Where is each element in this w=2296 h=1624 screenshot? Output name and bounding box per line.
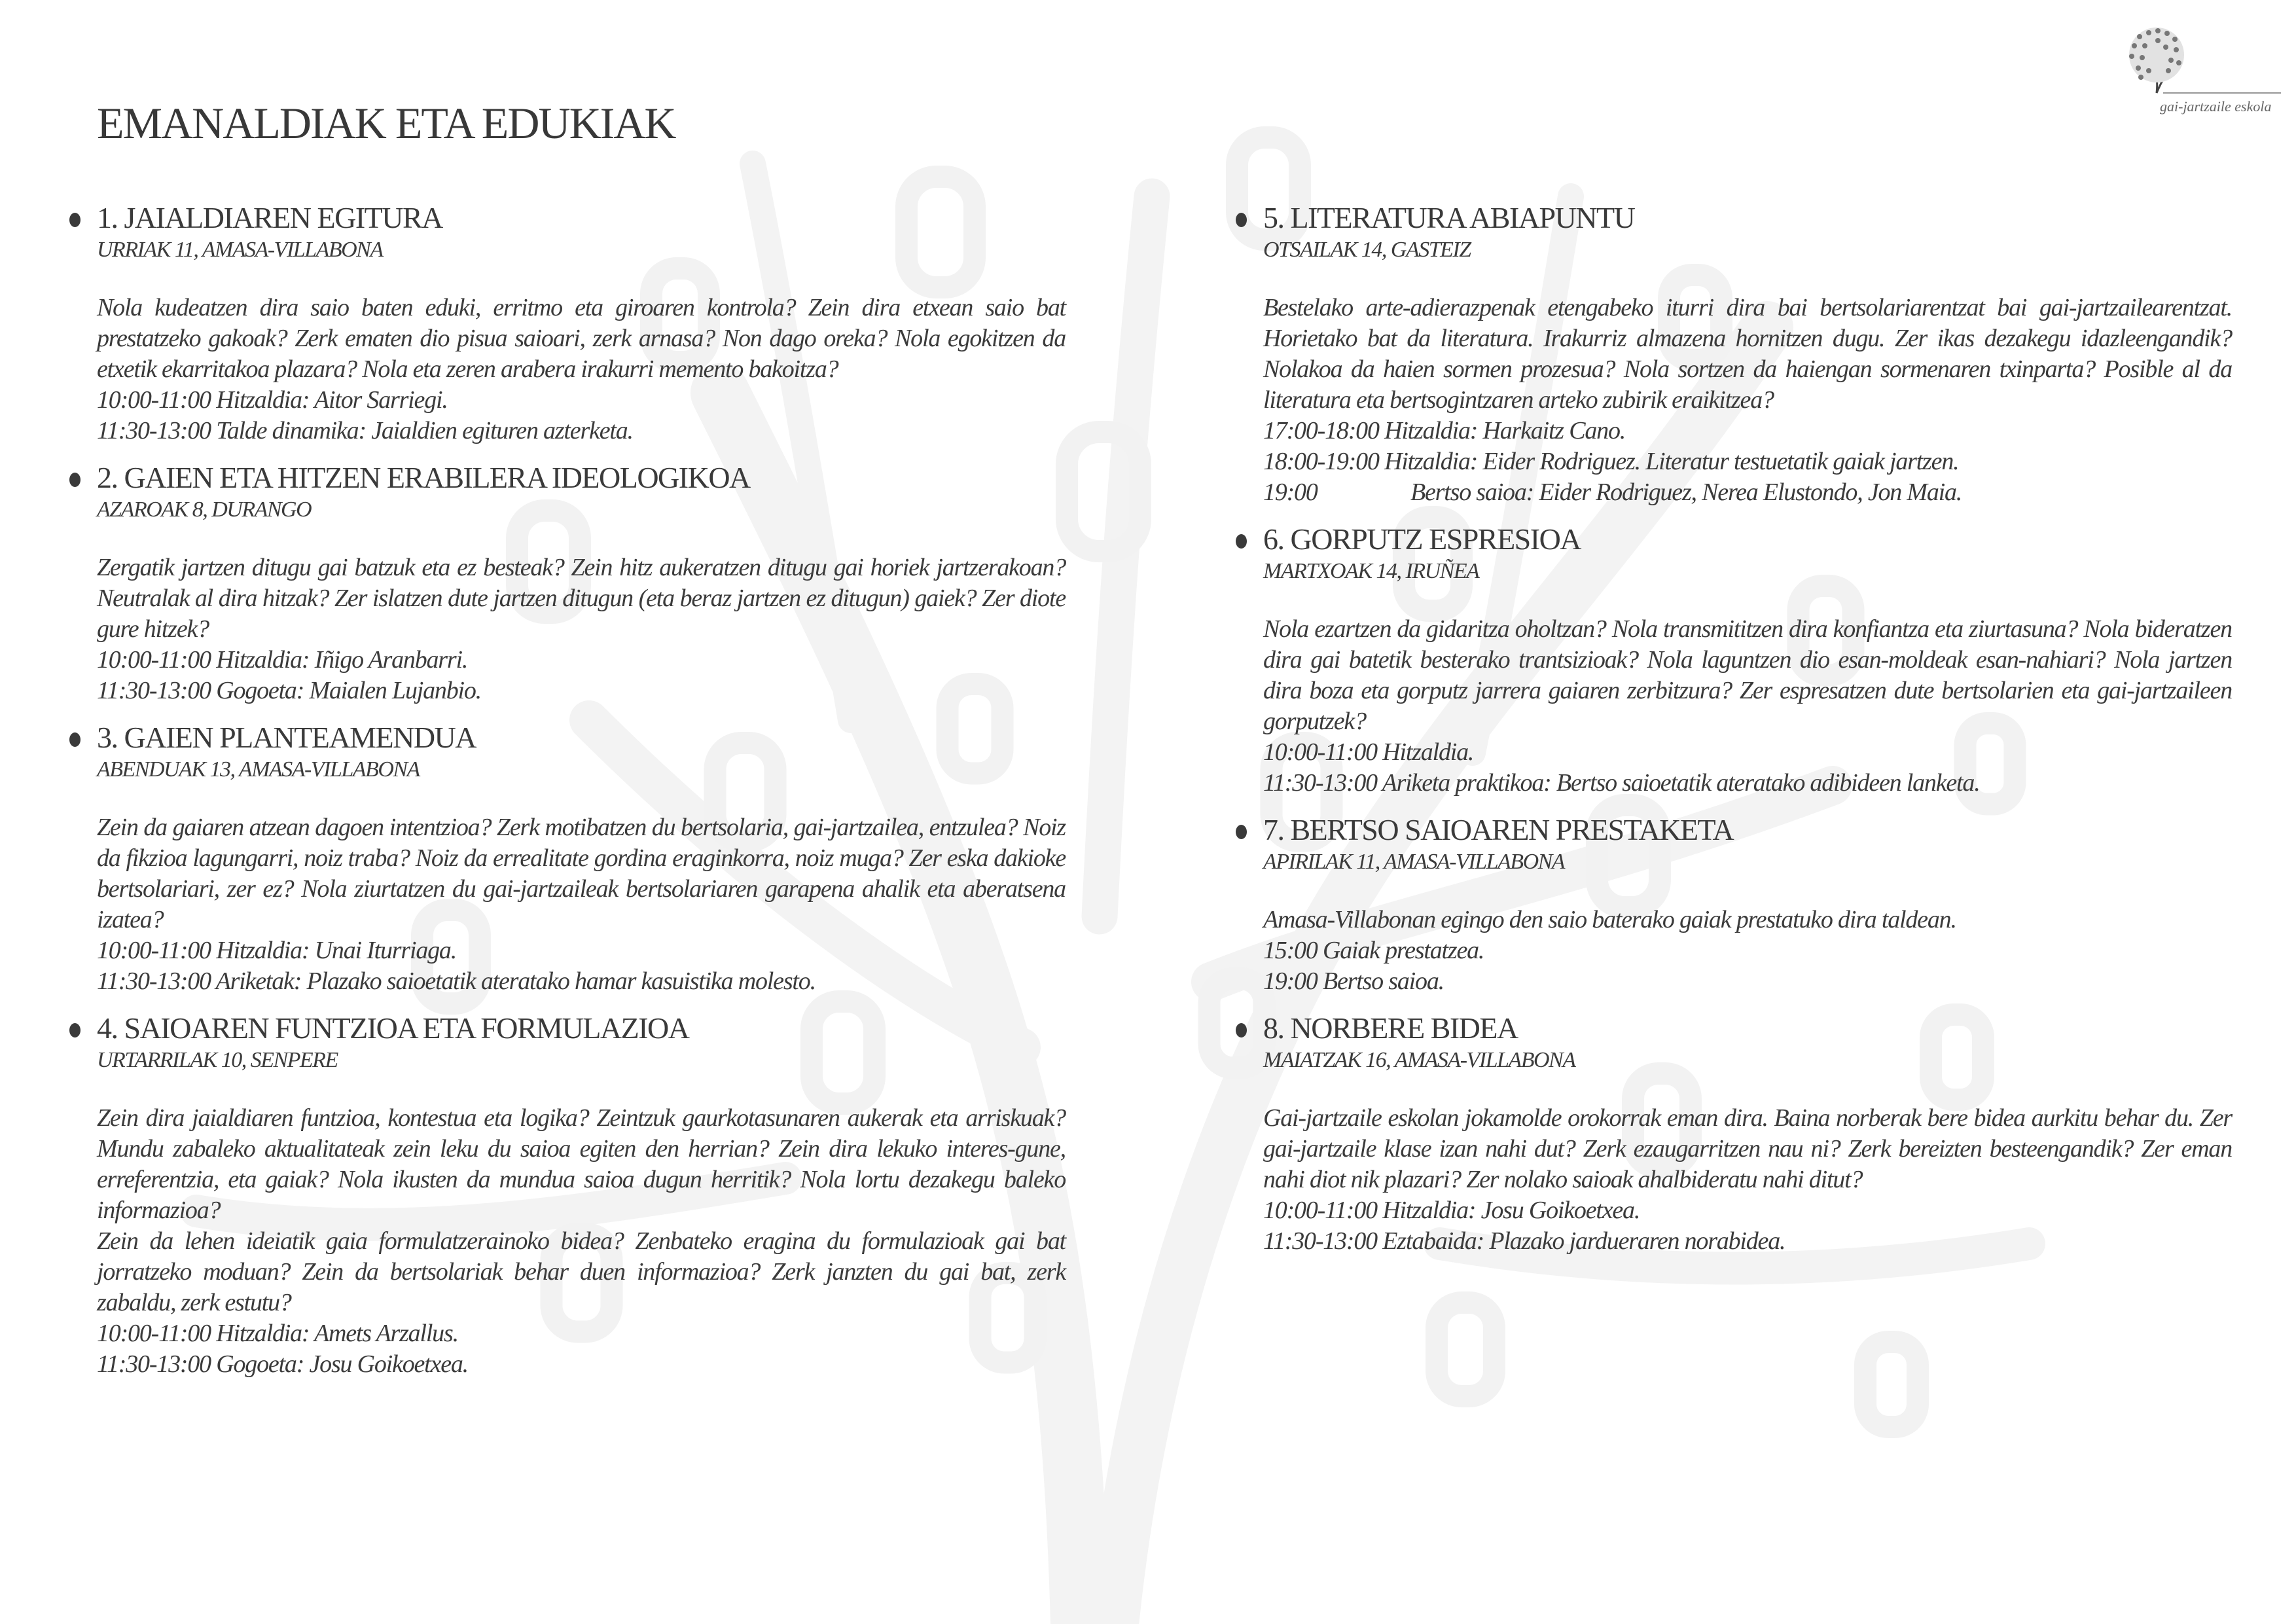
schedule-item: 10:00-11:00 Hitzaldia: Aitor Sarriegi. [97,386,448,414]
schedule-item: 19:00 Bertso saioa. [1263,967,1444,995]
section-6 [1263,521,2232,799]
section-date: URTARRILAK 10, SENPERE [97,1048,338,1072]
schedule-item: 18:00-19:00 Hitzaldia: Eider Rodriguez. Literatur testuetatik gaiak jartzen. [1263,448,1959,475]
bullet-icon [1236,534,1247,549]
section-description: Gai-jartzaile eskolan jokamolde orokorrak eman dira. Baina norberak bere bidea aurkitu behar du. Zer gai-jartzaile klase izan nahi dut? Zerk ezaugarritzen nau ni? Zerk bereizten besteengandik? Zer eman nahi diot nik plazari? Zer nolako saioak ahalbideratu nahi ditut? [1263,1104,2232,1193]
schedule-item: 10:00-11:00 Hitzaldia: Unai Iturriaga. [97,937,457,964]
section-heading: 3. GAIEN PLANTEAMENDUA [97,719,1066,756]
section-4 [97,1010,1066,1380]
schedule-item: 19:00 Bertso saioa: Eider Rodriguez, Nerea Elustondo, Jon Maia. [1263,478,1962,506]
schedule-item: 11:30-13:00 Gogoeta: Josu Goikoetxea. [97,1350,468,1378]
section-5 [1263,200,2232,508]
page-title: EMANALDIAK ETA EDUKIAK [97,98,675,148]
bullet-icon [69,732,81,747]
section-body [1263,905,2232,997]
section-8 [1263,1010,2232,1257]
section-description: Zein da gaiaren atzean dagoen intentzioa? Zerk motibatzen du bertsolaria, gai-jartzailea, entzulea? Noiz da fikzioa lagungarri, noiz traba? Noiz da errealitate gordina eraginkorra, noiz muga? Zer eska dakioke bertsolariari, zer ez? Nola ziurtatzen du gai-jartzaileak bertsolariaren garapena ahalik eta aberatsena izatea? [97,814,1066,933]
watermark-letter-shape [1865,1342,1918,1427]
section-date: APIRILAK 11, AMASA-VILLABONA [1263,850,1565,874]
bullet-icon [69,213,81,227]
section-7 [1263,812,2232,997]
section-description-continued: Zein da lehen ideiatik gaia formulatzerainoko bidea? Zenbateko eragina du formulazioak gai bat jorratzeko moduan? Zein da bertsolariak behar duen informazioa? Zerk janzten du gai bat, zerk zabaldu, zerk estutu? [97,1227,1066,1316]
section-description: Amasa-Villabonan egingo den saio baterako gaiak prestatuko dira taldean. [1263,906,1956,933]
section-date: OTSAILAK 14, GASTEIZ [1263,238,1471,262]
section-body [1263,1103,2232,1257]
logo-text: gai-jartzaile eskola [2160,98,2272,115]
schedule-item: 10:00-11:00 Hitzaldia: Iñigo Aranbarri. [97,646,468,674]
section-body [97,293,1066,446]
schedule-item: 10:00-11:00 Hitzaldia. [1263,738,1474,766]
schedule-item: 11:30-13:00 Ariketak: Plazako saioetatik ateratako hamar kasuistika molesto. [97,967,816,995]
section-1 [97,200,1066,446]
schedule-item: 10:00-11:00 Hitzaldia: Josu Goikoetxea. [1263,1197,1640,1224]
section-description: Zein dira jaialdiaren funtzioa, kontestua eta logika? Zeintzuk gaurkotasunaren aukerak eta arriskuak? Mundu zabaleko aktualitateak zein leku du saioa egiten den herrian? Zein dira lekuko interes-gune, erreferentzia, eta gaiak? Nola ikusten da mundua saioa dugun herritik? Nola lortu dezakegu baleko informazioa? [97,1104,1066,1224]
tree-logo-icon [2117,24,2284,96]
section-date: ABENDUAK 13, AMASA-VILLABONA [97,757,420,782]
section-body [97,1103,1066,1380]
schedule-item: 17:00-18:00 Hitzaldia: Harkaitz Cano. [1263,417,1626,444]
section-heading: 4. SAIOAREN FUNTZIOA ETA FORMULAZIOA [97,1010,1066,1047]
bullet-icon [1236,825,1247,839]
section-description: Zergatik jartzen ditugu gai batzuk eta ez besteak? Zein hitz aukeratzen ditugu gai horiek jartzerakoan? Neutralak al dira hitzak? Zer islatzen dute jartzen ditugun (eta beraz jartzen ez ditugun) gaiek? Zer diote gure hitzek? [97,554,1066,643]
right-column [1263,200,2232,1257]
section-description: Nola kudeatzen dira saio baten eduki, erritmo eta giroaren kontrola? Zein dira etxean saio bat prestatzeko gakoak? Zerk ematen dio pisua saioari, zerk arnasa? Non dago oreka? Nola egokitzen da etxetik ekarritakoa plazara? Nola eta zeren arabera irakurri memento bakoitza? [97,294,1066,383]
section-body [1263,614,2232,799]
section-description: Bestelako arte-adierazpenak etengabeko iturri dira bai bertsolariarentzat bai gai-jartzailearentzat. Horietako bat da literatura. Irakurriz almazena hornitzen dugu. Zer ikas dezakegu idazleengandik? Nolakoa da haien sormen prozesua? Nola sortzen da haiengan sormenaren txinparta? Posible al da literatura eta bertsogintzaren arteko zubirik eraikitzea? [1263,294,2232,414]
schedule-item: 11:30-13:00 Talde dinamika: Jaialdien egituren azterketa. [97,417,633,444]
section-body [97,812,1066,997]
section-heading: 5. LITERATURA ABIAPUNTU [1263,200,2232,236]
section-date: MARTXOAK 14, IRUÑEA [1263,559,1479,583]
section-3 [97,719,1066,997]
schedule-item: 10:00-11:00 Hitzaldia: Amets Arzallus. [97,1320,458,1347]
section-2 [97,460,1066,706]
watermark-letter-shape [1067,432,1140,551]
section-date: URRIAK 11, AMASA-VILLABONA [97,238,383,262]
section-heading: 8. NORBERE BIDEA [1263,1010,2232,1047]
section-heading: 1. JAIALDIAREN EGITURA [97,200,1066,236]
schedule-item: 15:00 Gaiak prestatzea. [1263,937,1484,964]
bullet-icon [1236,213,1247,227]
watermark-letter-shape [1437,1303,1494,1396]
section-date: AZAROAK 8, DURANGO [97,497,312,522]
schedule-item: 11:30-13:00 Gogoeta: Maialen Lujanbio. [97,677,481,704]
section-body [1263,293,2232,508]
section-heading: 7. BERTSO SAIOAREN PRESTAKETA [1263,812,2232,848]
section-heading: 6. GORPUTZ ESPRESIOA [1263,521,2232,558]
bullet-icon [69,1023,81,1038]
left-column [97,200,1066,1380]
section-body [97,552,1066,706]
section-date: MAIATZAK 16, AMASA-VILLABONA [1263,1048,1575,1072]
schedule-item: 11:30-13:00 Ariketa praktikoa: Bertso saioetatik ateratako adibideen lanketa. [1263,769,1980,797]
schedule-item: 11:30-13:00 Eztabaida: Plazako jardueraren norabidea. [1263,1227,1785,1255]
bullet-icon [69,473,81,487]
section-heading: 2. GAIEN ETA HITZEN ERABILERA IDEOLOGIKOA [97,460,1066,496]
bullet-icon [1236,1023,1247,1038]
section-description: Nola ezartzen da gidaritza oholtzan? Nola transmititzen dira konfiantza eta ziurtasuna? Nola bideratzen dira gai batetik besterako trantsizioak? Nola laguntzen dio esan-moldeak esan-nahiari? Nola jartzen dira boza eta gorputz jarrera gaiaren zerbitzura? Zer espresatzen dute bertsolarien eta gai-jartzaileen gorputzek? [1263,615,2232,735]
